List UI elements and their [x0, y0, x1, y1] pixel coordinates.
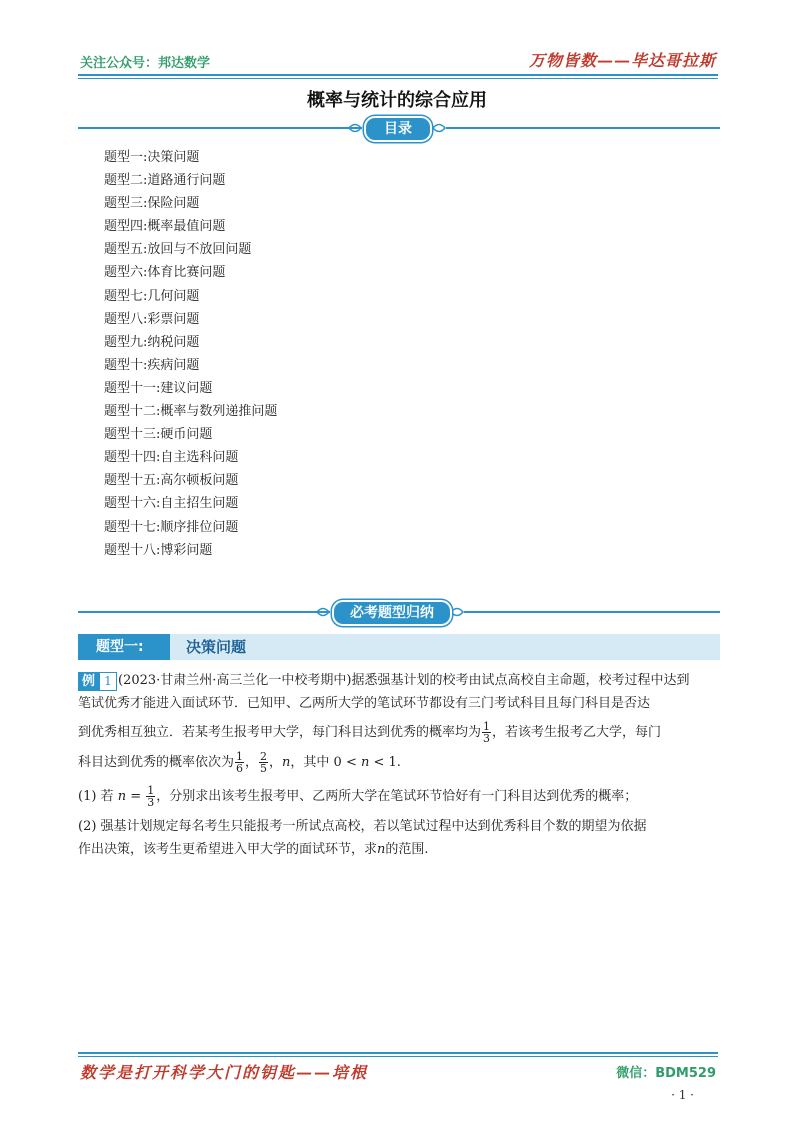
- footer-wechat: 微信：BDM529: [616, 1066, 716, 1081]
- footer-divider: [78, 1052, 718, 1054]
- fraction-one-third: [146, 785, 155, 808]
- toc-item[interactable]: 题型五:放回与不放回问题: [104, 242, 252, 258]
- problem-line-4: [78, 748, 401, 778]
- problem-text: 科目达到优秀的概率依次为: [78, 755, 235, 770]
- variable-n: n: [282, 755, 291, 770]
- header-divider: [78, 74, 718, 76]
- frac-denominator: 3: [147, 796, 155, 809]
- problem-text: 的范围.: [385, 842, 429, 857]
- toc-ribbon-line-right: [446, 127, 720, 129]
- toc-item[interactable]: 题型一:决策问题: [104, 150, 200, 165]
- problem-text: < 1.: [369, 755, 401, 770]
- variable-n: n: [117, 789, 127, 804]
- example-number: 1: [99, 672, 117, 691]
- fraction-two-fifths: [259, 751, 268, 774]
- frac-numerator: 1: [147, 784, 155, 797]
- frac-numerator: 1: [483, 720, 491, 733]
- footer-quote: 数学是打开科学大门的钥匙——培根: [80, 1063, 369, 1082]
- header-right-motto: 万物皆数——毕达哥拉斯: [528, 51, 716, 70]
- footer-divider-thin: [78, 1056, 718, 1057]
- problem-text: ，其中 0 <: [290, 755, 361, 770]
- toc-item[interactable]: 题型十四:自主选科问题: [104, 450, 239, 466]
- page-number: · 1 ·: [671, 1088, 694, 1102]
- toc-item[interactable]: 题型八:彩票问题: [104, 311, 200, 327]
- question-2-line-2: [78, 840, 429, 860]
- toc-item[interactable]: 题型二:道路通行问题: [104, 173, 226, 189]
- problem-text: ，分别求出该考生报考甲、乙两所大学在笔试环节恰好有一门科目达到优秀的概率；: [156, 789, 638, 804]
- toc-item[interactable]: 题型十二:概率与数列递推问题: [104, 404, 278, 420]
- section-ribbon-line-right: [464, 611, 720, 613]
- toc-item[interactable]: 题型十六:自主招生问题: [104, 496, 239, 512]
- toc-item[interactable]: 题型十七:顺序排位问题: [104, 519, 239, 535]
- toc-item[interactable]: 题型十三:硬币问题: [104, 427, 213, 443]
- toc-item[interactable]: 题型十八:博彩问题: [104, 542, 213, 558]
- fraction-one-sixth: [235, 751, 244, 774]
- toc-item[interactable]: 题型三:保险问题: [104, 196, 200, 212]
- example-badge: 例: [78, 672, 99, 691]
- toc-item[interactable]: 题型十一:建议问题: [104, 380, 213, 396]
- question-2-line-1: (2) 强基计划规定每名考生只能报考一所试点高校，若以笔试过程中达到优秀科目个数的期望为依据: [78, 819, 647, 834]
- header-divider-thin: [78, 78, 718, 79]
- ribbon-ornament-icon: [450, 605, 464, 619]
- toc-item[interactable]: 题型十:疾病问题: [104, 357, 200, 373]
- frac-numerator: 2: [260, 750, 268, 763]
- toc-ribbon-line-left: [78, 127, 362, 129]
- toc-item[interactable]: 题型十五:高尔顿板问题: [104, 473, 239, 489]
- header-left-text: 关注公众号：邦达数学: [80, 56, 211, 71]
- ribbon-ornament-icon: [316, 605, 330, 619]
- frac-denominator: 6: [236, 762, 244, 775]
- type-header-name: 决策问题: [186, 638, 247, 656]
- problem-line-2: 笔试优秀才能进入面试环节．已知甲、乙两所大学的笔试环节都设有三门考试科目且每门科目是否达: [78, 696, 651, 711]
- toc-list: [104, 146, 277, 562]
- frac-denominator: 3: [483, 732, 491, 745]
- toc-item[interactable]: 题型四:概率最值问题: [104, 219, 226, 235]
- toc-item[interactable]: 题型六:体育比赛问题: [104, 265, 226, 281]
- separator: ，: [245, 755, 259, 770]
- frac-numerator: 1: [236, 750, 244, 763]
- problem-line-1: (2023·甘肃兰州·高三兰化一中校考期中)据悉强基计划的校考由试点高校自主命题，校考过程中达到: [118, 673, 690, 688]
- type-header-label: 题型一:: [78, 634, 170, 660]
- ribbon-ornament-icon: [432, 121, 446, 135]
- problem-text: ，若该考生报考乙大学，每门: [492, 725, 662, 740]
- frac-denominator: 5: [260, 762, 268, 775]
- problem-text: 作出决策，该考生更希望进入甲大学的面试环节，求: [78, 842, 378, 857]
- problem-text: 到优秀相互独立．若某考生报考甲大学，每门科目达到优秀的概率均为: [78, 725, 482, 740]
- toc-item[interactable]: 题型九:纳税问题: [104, 334, 200, 350]
- variable-n: n: [360, 755, 370, 770]
- toc-item[interactable]: 题型七:几何问题: [104, 288, 200, 304]
- toc-label: 目录: [364, 116, 432, 142]
- type-header-band: [78, 634, 720, 660]
- ribbon-ornament-icon: [348, 121, 362, 135]
- variable-n: n: [377, 842, 386, 857]
- fraction-one-third: [482, 721, 491, 744]
- problem-text: (1) 若: [78, 789, 118, 804]
- section-ribbon-line-left: [78, 611, 330, 613]
- separator: ，: [269, 755, 283, 770]
- section-label: 必考题型归纳: [332, 600, 452, 626]
- question-1: [78, 782, 637, 812]
- equals-sign: =: [126, 789, 146, 804]
- problem-line-3: [78, 718, 661, 748]
- page-title: 概率与统计的综合应用: [307, 90, 487, 111]
